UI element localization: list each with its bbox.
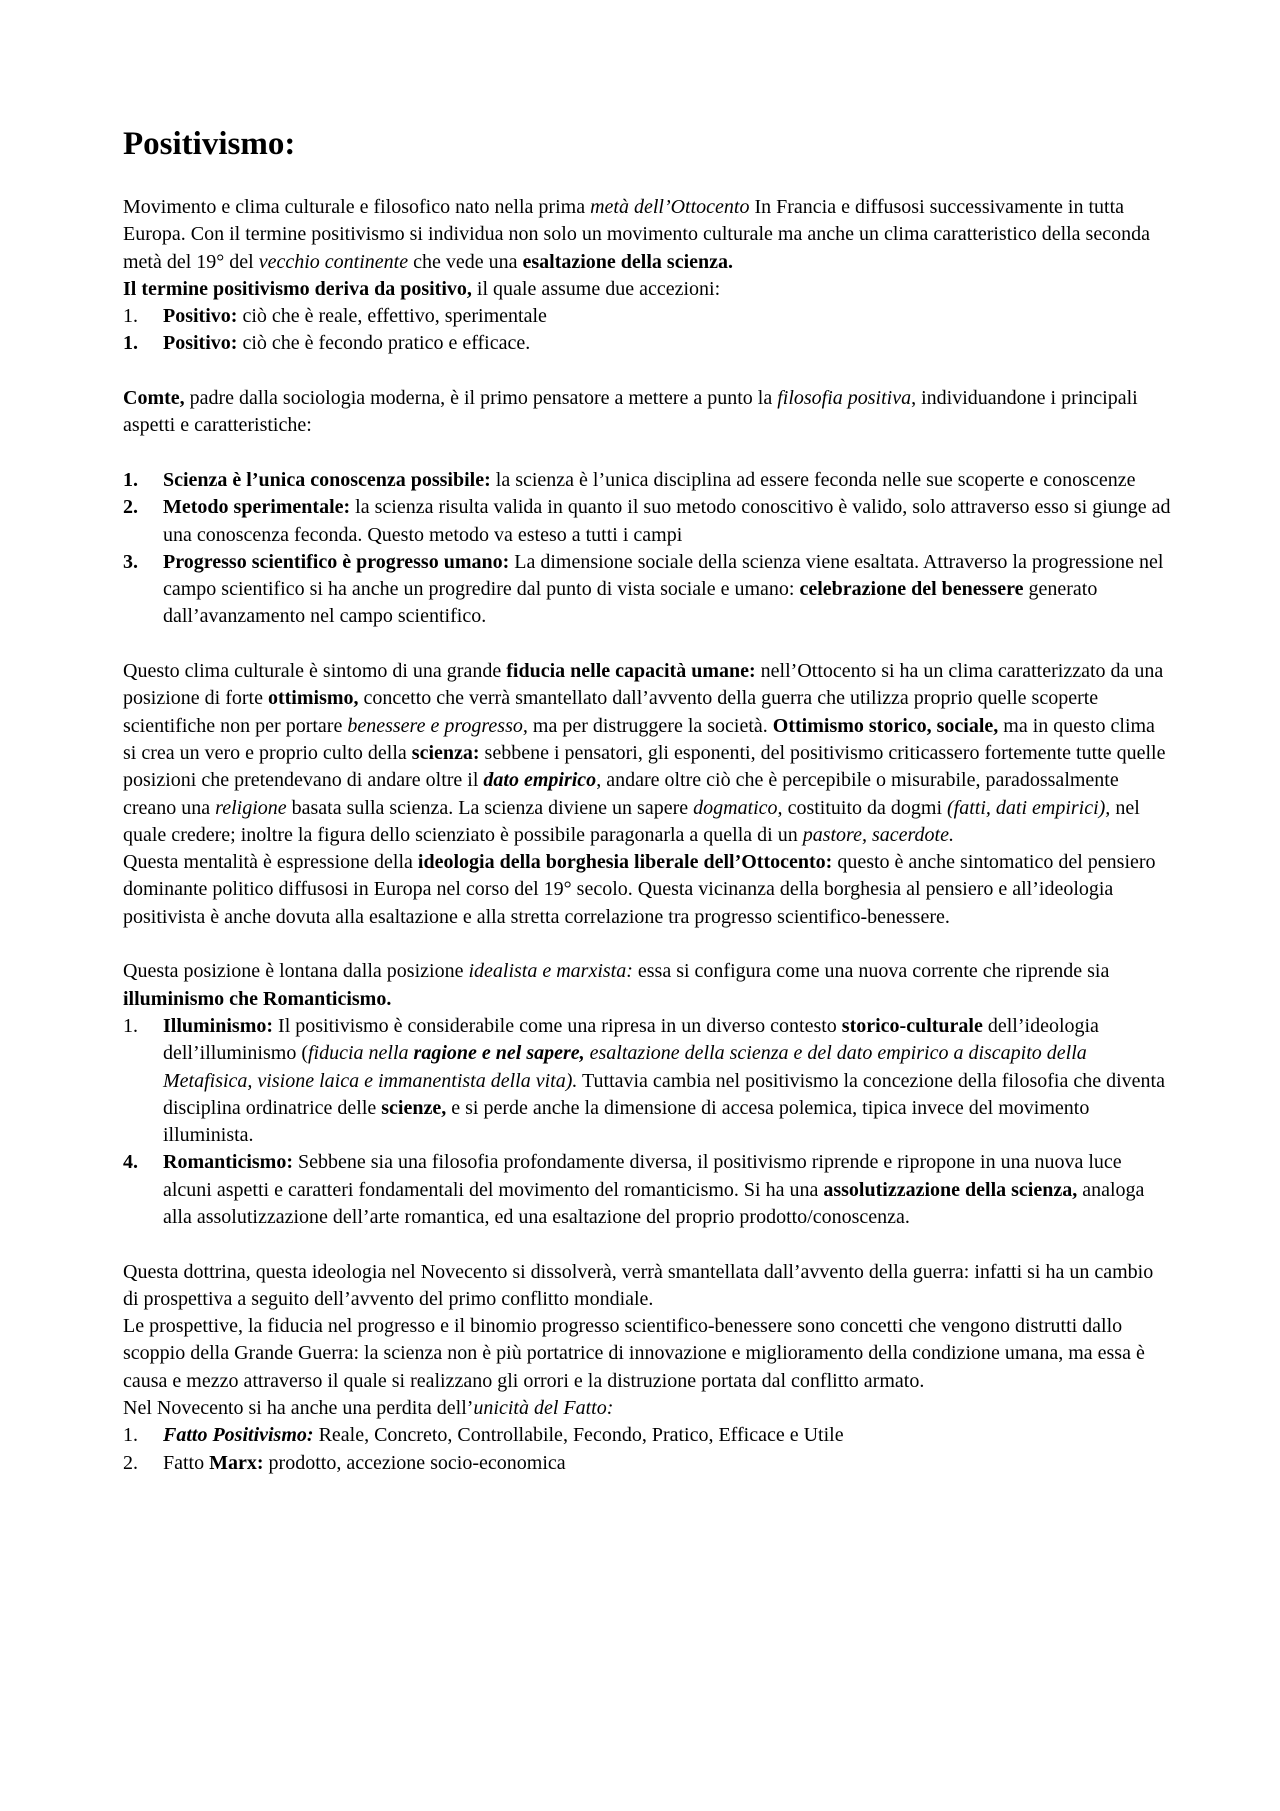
list-item: 1. Scienza è l’unica conoscenza possibile: la scienza è l’unica disciplina ad essere feconda nelle sue scoperte e conoscenze [123,468,1136,491]
list-item: 2. Metodo sperimentale: la scienza risulta valida in quanto il suo metodo conoscitivo è valido, solo attraverso esso si giunge ad una conoscenza feconda. Questo metodo va esteso a tutti i campi [123,496,1171,546]
clima-paragraph: Questo clima culturale è sintomo di una grande fiducia nelle capacità umane: nell’Ottocento si ha un clima caratterizzato da una posizione di forte ottimismo, concetto che verrà smantellato dall’avvento della guerra che utilizza proprio quelle scoperte scientifiche non per portare benessere e progresso, ma per distruggere la società. Ottimismo storico, sociale, ma in questo clima si crea un vero e proprio culto della scienza: sebbene i pensatori, gli esponenti, del positivismo criticassero fortemente tutte quelle posizioni che pretendevano di andare oltre il dato empirico, andare oltre ciò che è percepibile o misurabile, paradossalmente creano una religione basata sulla scienza. La scienza diviene un sapere dogmatico, costituito da dogmi (fatti, dati empirici), nel quale credere; inoltre la figura dello scienziato è possibile paragonarla a quella di un pastore, sacerdote. [123,660,1166,846]
spacer [123,358,1173,385]
page-title: Positivismo: [123,126,296,162]
term-paragraph: Il termine positivismo deriva da positivo, il quale assume due accezioni: [123,277,721,300]
list-item: 1. Positivo: ciò che è fecondo pratico e efficace. [123,332,531,355]
novecento-paragraph-3: Nel Novecento si ha anche una perdita dell’unicità del Fatto: [123,1397,614,1420]
comte-paragraph: Comte, padre dalla sociologia moderna, è il primo pensatore a mettere a punto la filosofia positiva, individuandone i principali aspetti e caratteristiche: [123,387,1138,437]
fatti-list [123,1422,1173,1477]
posizione-paragraph: Questa posizione è lontana dalla posizione idealista e marxista: essa si configura come una nuova corrente che riprende sia illuminismo che Romanticismo. [123,960,1110,1010]
aspetti-list [123,467,1173,631]
accezioni-list [123,303,1173,358]
list-item: 2. Fatto Marx: prodotto, accezione socio-economica [123,1451,566,1474]
novecento-paragraph-2: Le prospettive, la fiducia nel progresso e il binomio progresso scientifico-benessere sono concetti che vengono distrutti dallo scoppio della Grande Guerra: la scienza non è più portatrice di innovazione e miglioramento della condizione umana, ma essa è causa e mezzo attraverso il quale si realizzano gli orrori e la distruzione portata dal conflitto armato. [123,1315,1145,1392]
spacer [123,931,1173,958]
spacer [123,440,1173,467]
correnti-list [123,1013,1173,1231]
list-item: 3. Progresso scientifico è progresso umano: La dimensione sociale della scienza viene esaltata. Attraverso la progressione nel campo scientifico si ha anche un progredire dal punto di vista sociale e umano: celebrazione del benessere generato dall’avanzamento nel campo scientifico. [123,550,1164,628]
document-page [123,124,1173,1477]
spacer [123,1231,1173,1258]
borghesia-paragraph: Questa mentalità è espressione della ideologia della borghesia liberale dell’Ottocento: questo è anche sintomatico del pensiero dominante politico diffusosi in Europa nel corso del 19° secolo. Questa vicinanza della borghesia al pensiero e all’ideologia positivista è anche dovuta alla esaltazione e alla stretta correlazione tra progresso scientifico-benessere. [123,851,1156,928]
spacer [123,631,1173,658]
novecento-paragraph-1: Questa dottrina, questa ideologia nel Novecento si dissolverà, verrà smantellata dall’avvento della guerra: infatti si ha un cambio di prospettiva a seguito dell’avvento del primo conflitto mondiale. [123,1260,1154,1310]
intro-paragraph: Movimento e clima culturale e filosofico nato nella prima metà dell’Ottocento In Francia e diffusosi successivamente in tutta Europa. Con il termine positivismo si individua non solo un movimento culturale ma anche un clima caratteristico della seconda metà del 19° del vecchio continente che vede una esaltazione della scienza. [123,196,1150,273]
list-item-romanticismo: 4. Romanticismo: Sebbene sia una filosofia profondamente diversa, il positivismo riprende e ripropone in una nuova luce alcuni aspetti e caratteri fondamentali del movimento del romanticismo. Si ha una assolutizzazione della scienza, analoga alla assolutizzazione dell’arte romantica, ed una esaltazione del proprio prodotto/conoscenza. [123,1151,1145,1228]
list-item-illuminismo: 1. Illuminismo: Il positivismo è considerabile come una ripresa in un diverso contesto storico-culturale dell’ideologia dell’illuminismo (fiducia nella ragione e nel sapere, esaltazione della scienza e del dato empirico a discapito della Metafisica, visione laica e immanentista della vita). Tuttavia cambia nel positivismo la concezione della filosofia che diventa disciplina ordinatrice delle scienze, e si perde anche la dimensione di accesa polemica, tipica invece del movimento illuminista. [123,1014,1165,1147]
list-item: 1. Positivo: ciò che è reale, effettivo, sperimentale [123,305,547,328]
list-item: 1. Fatto Positivismo: Reale, Concreto, Controllabile, Fecondo, Pratico, Efficace e Utile [123,1424,844,1447]
